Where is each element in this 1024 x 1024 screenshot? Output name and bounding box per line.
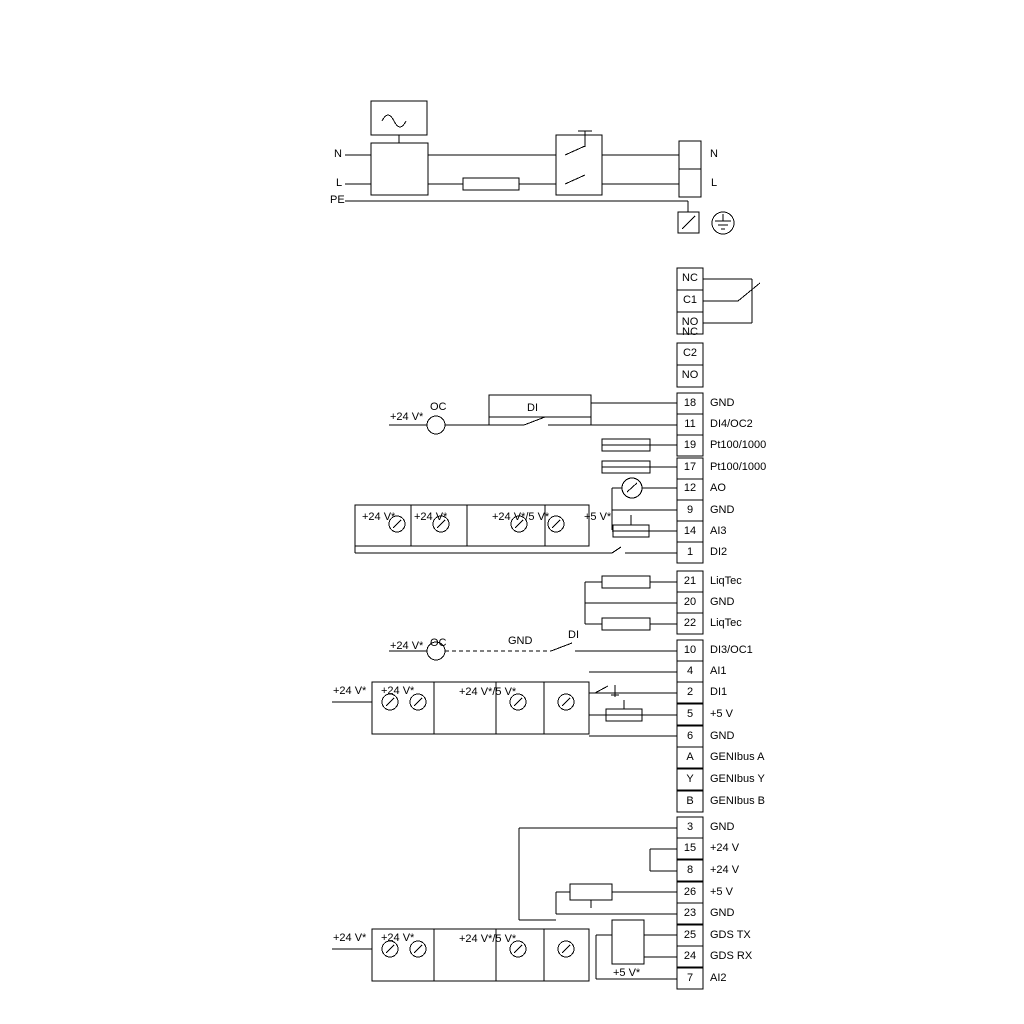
terminal-number: 17 [683,461,697,473]
terminal-number: 8 [686,864,694,876]
relay2-terminal-c2: C2 [682,347,698,359]
terminal-name: GENIbus B [710,795,766,807]
terminal-name: GDS RX [710,950,753,962]
terminal-name: +24 V [710,864,740,876]
terminal-name: AI1 [710,665,727,677]
terminal-name: GDS TX [710,929,751,941]
terminal-number: A [686,751,694,763]
terminal-name: +24 V [710,842,740,854]
mains-n-input-label: N [334,148,342,160]
terminal-number: 3 [686,821,694,833]
mains-n-output-label: N [710,148,718,160]
relay1-terminal-nc: NC [682,272,698,284]
annotation-v24-1: +24 V* [390,411,424,423]
terminal-name: LiqTec [710,617,742,629]
terminal-number: 19 [683,439,697,451]
terminal-number: 1 [686,546,694,558]
terminal-number: 23 [683,907,697,919]
annotation-v24-5v-2: +24 V*/5 V* [459,686,517,698]
annotation-oc-1: OC [430,401,447,413]
terminal-name: DI2 [710,546,728,558]
annotation-v24-5v-1: +24 V*/5 V* [492,511,550,523]
terminal-name: GND [710,821,735,833]
terminal-number: 6 [686,730,694,742]
annotation-di-2: DI [568,629,579,641]
terminal-number: 12 [683,482,697,494]
annotation-v24-5v-3: +24 V*/5 V* [459,933,517,945]
annotation-v24-2: +24 V* [362,511,396,523]
relay1-terminal-no: NO [681,316,699,328]
annotation-v5-1: +5 V* [584,511,612,523]
annotation-v24-6: +24 V* [381,685,415,697]
terminal-name: GND [710,596,735,608]
mains-pe-label: PE [330,194,345,206]
terminal-name: LiqTec [710,575,742,587]
terminal-name: GND [710,504,735,516]
terminal-number: 20 [683,596,697,608]
terminal-number: 2 [686,686,694,698]
annotation-di-1: DI [527,402,538,414]
annotation-oc-2: OC [430,637,447,649]
terminal-number: 22 [683,617,697,629]
terminal-number: 11 [684,418,696,430]
terminal-name: AI3 [710,525,727,537]
annotation-v24-8: +24 V* [381,932,415,944]
annotation-v24-7: +24 V* [333,932,367,944]
terminal-number: 24 [683,950,697,962]
annotation-v24-4: +24 V* [390,640,424,652]
annotation-v24-3: +24 V* [414,511,448,523]
terminal-name: GND [710,397,735,409]
terminal-name: DI3/OC1 [710,644,753,656]
terminal-number: 7 [686,972,694,984]
terminal-name: DI1 [710,686,728,698]
terminal-name: +5 V [710,708,733,720]
relay2-terminal-nc: NC [682,326,698,338]
terminal-name: GENIbus Y [710,773,765,785]
terminal-name: Pt100/1000 [710,461,767,473]
terminal-number: 15 [683,842,697,854]
terminal-name: AO [710,482,726,494]
terminal-name: GND [710,730,735,742]
annotation-v24-5: +24 V* [333,685,367,697]
terminal-number: 10 [683,644,697,656]
annotation-v5-2: +5 V* [613,967,641,979]
terminal-name: GND [710,907,735,919]
terminal-name: +5 V [710,886,733,898]
terminal-number: 4 [686,665,694,677]
relay2-terminal-no: NO [681,369,699,381]
terminal-number: 18 [683,397,697,409]
terminal-name: GENIbus A [710,751,765,763]
annotation-gnd-mid: GND [508,635,533,647]
terminal-number: 25 [683,929,697,941]
terminal-number: Y [686,773,694,785]
relay1-terminal-c1: C1 [682,294,698,306]
terminal-number: 14 [683,525,697,537]
terminal-number: 26 [683,886,697,898]
terminal-name: AI2 [710,972,727,984]
terminal-number: B [686,795,694,807]
terminal-number: 21 [683,575,697,587]
terminal-number: 5 [686,708,694,720]
terminal-number: 9 [686,504,694,516]
terminal-name: DI4/OC2 [710,418,753,430]
mains-l-output-label: L [711,177,718,189]
terminal-name: Pt100/1000 [710,439,767,451]
mains-l-input-label: L [336,177,343,189]
